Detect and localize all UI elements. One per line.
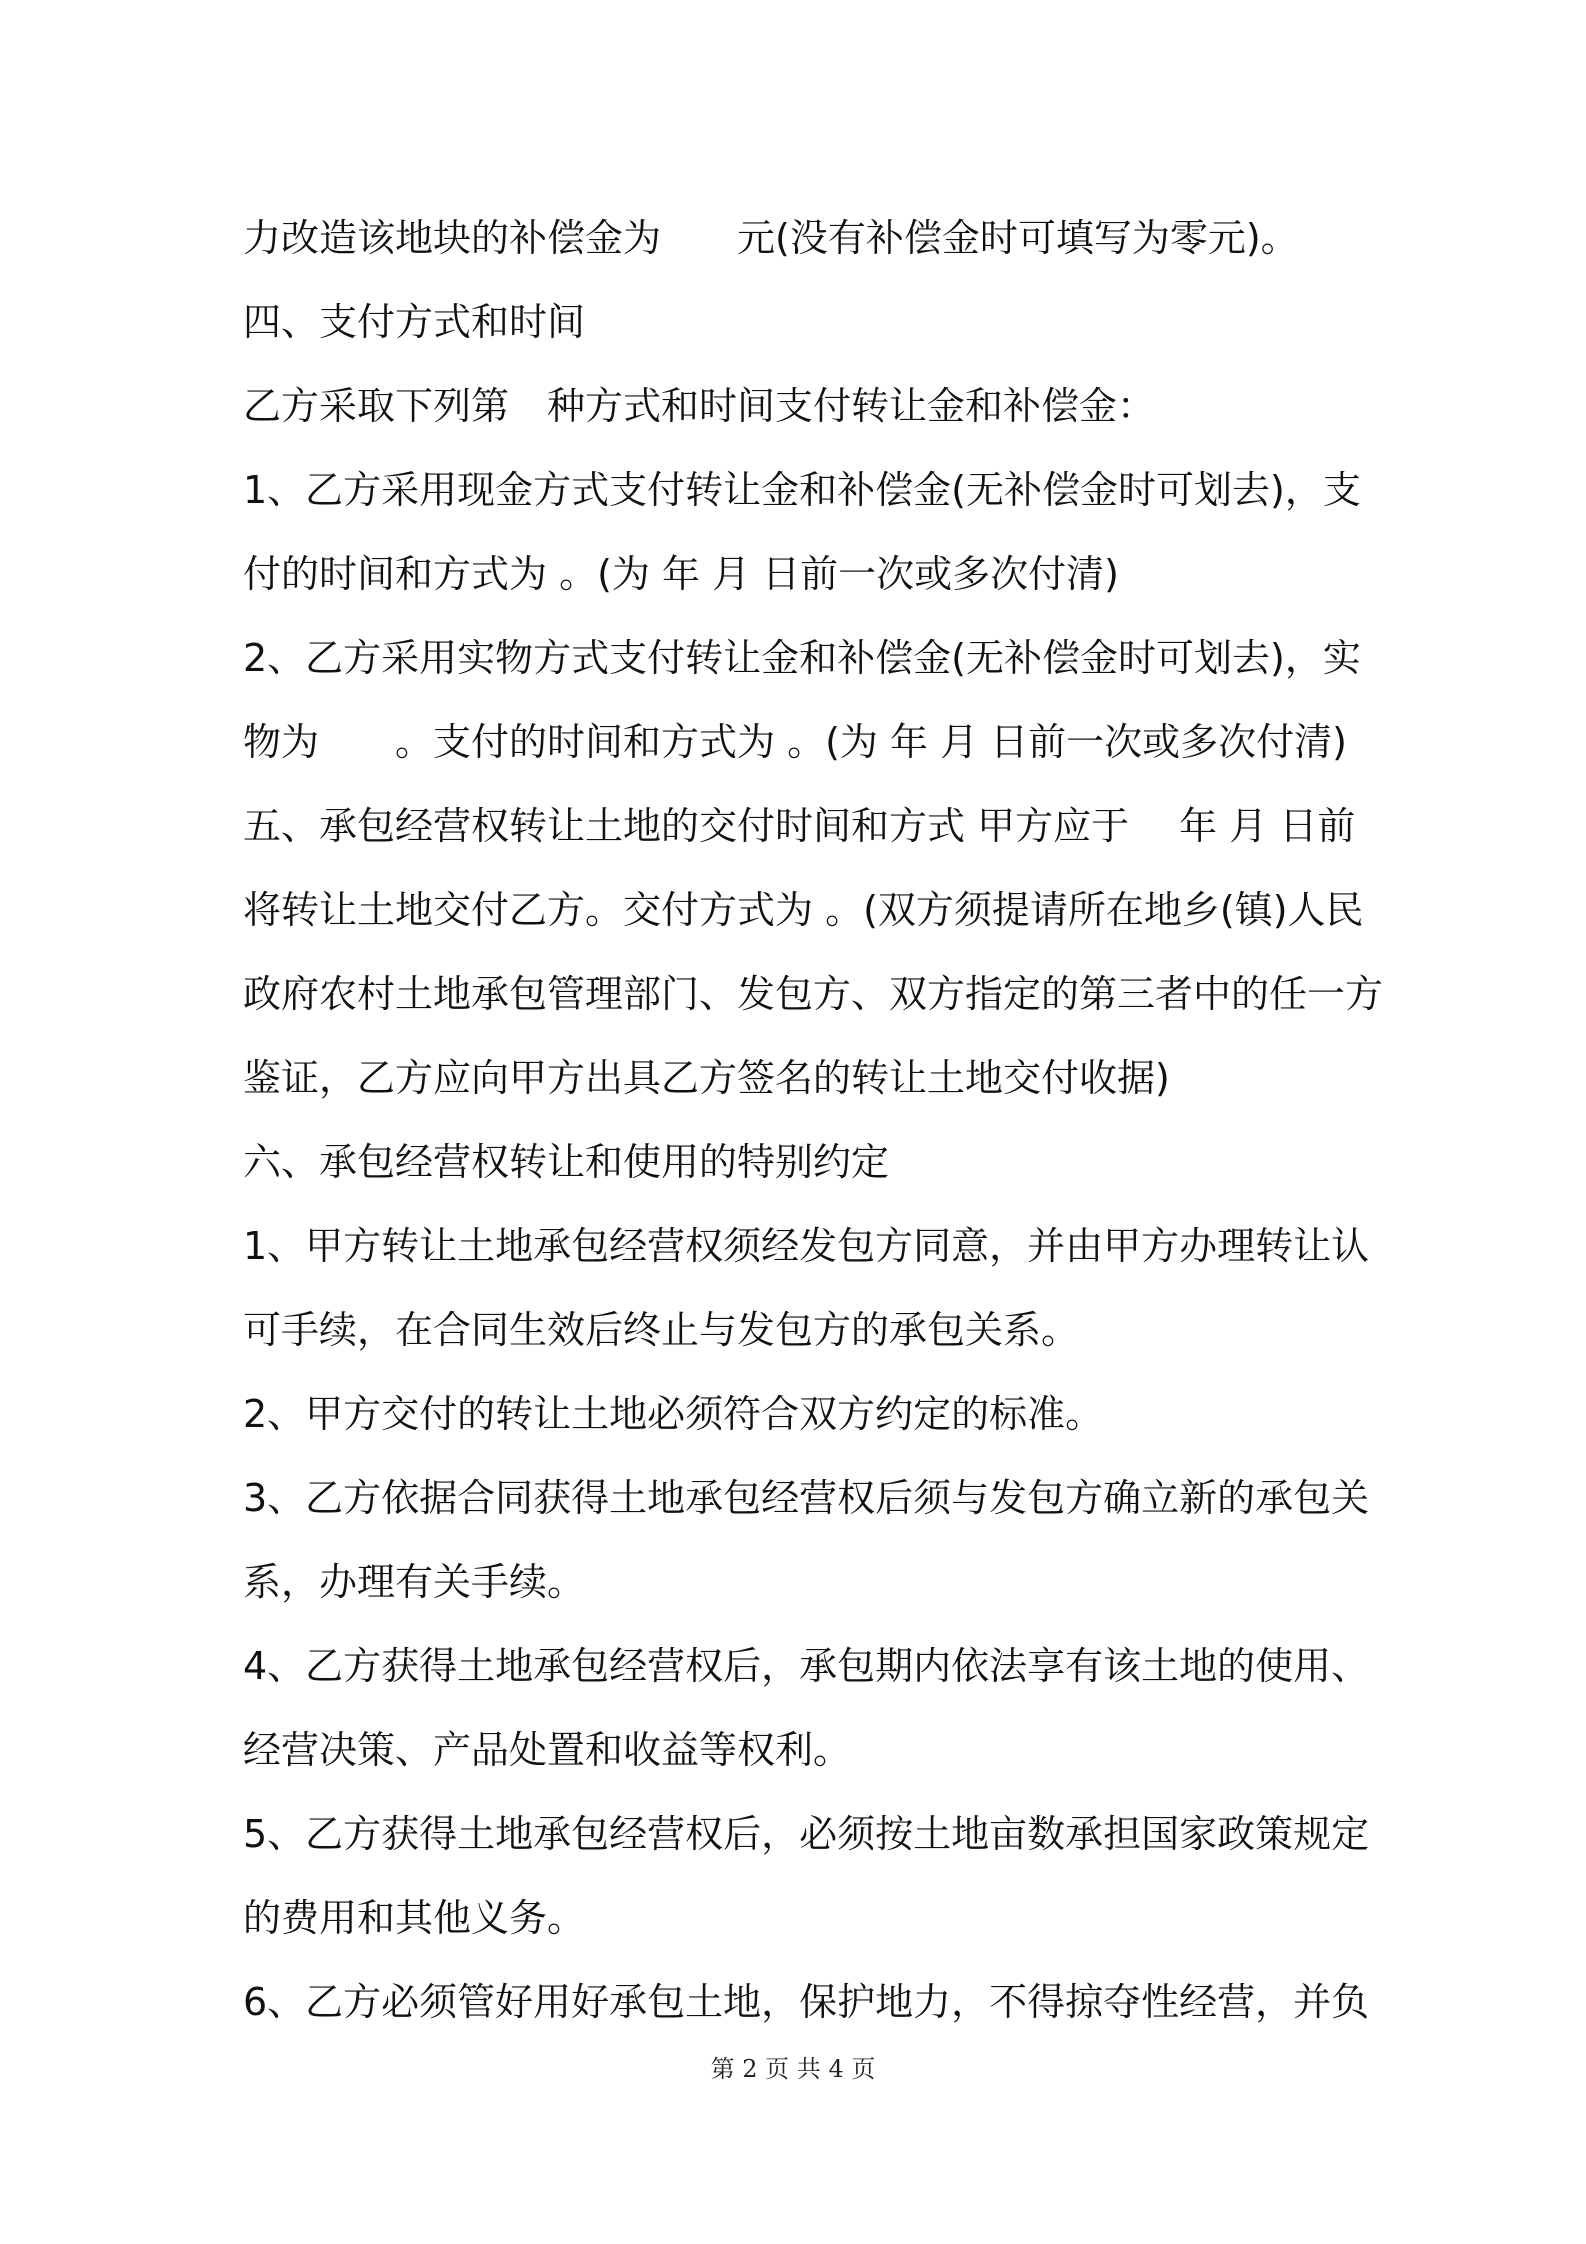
body-line: 2、乙方采用实物方式支付转让金和补偿金(无补偿金时可划去)，实 <box>243 636 1361 680</box>
body-line: 鉴证，乙方应向甲方出具乙方签名的转让土地交付收据) <box>243 1056 1170 1100</box>
body-line: 2、甲方交付的转让土地必须符合双方约定的标准。 <box>243 1392 1104 1436</box>
body-line: 3、乙方依据合同获得土地承包经营权后须与发包方确立新的承包关 <box>243 1476 1370 1520</box>
body-line: 可手续，在合同生效后终止与发包方的承包关系。 <box>243 1308 1080 1352</box>
body-line: 1、甲方转让土地承包经营权须经发包方同意，并由甲方办理转让认 <box>243 1224 1370 1268</box>
page-number-footer: 第 2 页 共 4 页 <box>710 2055 876 2083</box>
body-line: 付的时间和方式为 。(为 年 月 日前一次或多次付清) <box>243 552 1119 596</box>
body-line: 1、乙方采用现金方式支付转让金和补偿金(无补偿金时可划去)，支 <box>243 468 1361 512</box>
body-line: 物为 。支付的时间和方式为 。(为 年 月 日前一次或多次付清) <box>243 720 1347 764</box>
body-line: 乙方采取下列第 种方式和时间支付转让金和补偿金： <box>243 384 1156 428</box>
body-line: 政府农村土地承包管理部门、发包方、双方指定的第三者中的任一方 <box>243 972 1384 1016</box>
body-line: 4、乙方获得土地承包经营权后，承包期内依法享有该土地的使用、 <box>243 1644 1370 1688</box>
body-line: 6、乙方必须管好用好承包土地，保护地力，不得掠夺性经营，并负 <box>243 1980 1370 2024</box>
section-heading: 四、支付方式和时间 <box>243 300 586 344</box>
body-line: 系，办理有关手续。 <box>243 1560 586 1604</box>
body-line: 5、乙方获得土地承包经营权后，必须按土地亩数承担国家政策规定 <box>243 1812 1370 1856</box>
body-line: 的费用和其他义务。 <box>243 1896 586 1940</box>
body-line: 力改造该地块的补偿金为 元(没有补偿金时可填写为零元)。 <box>243 216 1299 260</box>
body-line: 将转让土地交付乙方。交付方式为 。(双方须提请所在地乡(镇)人民 <box>243 888 1364 932</box>
document-body <box>243 196 1384 2044</box>
section-heading: 六、承包经营权转让和使用的特别约定 <box>243 1140 890 1184</box>
section-heading: 五、承包经营权转让土地的交付时间和方式 甲方应于 年 月 日前 <box>243 804 1356 848</box>
body-line: 经营决策、产品处置和收益等权利。 <box>243 1728 852 1772</box>
